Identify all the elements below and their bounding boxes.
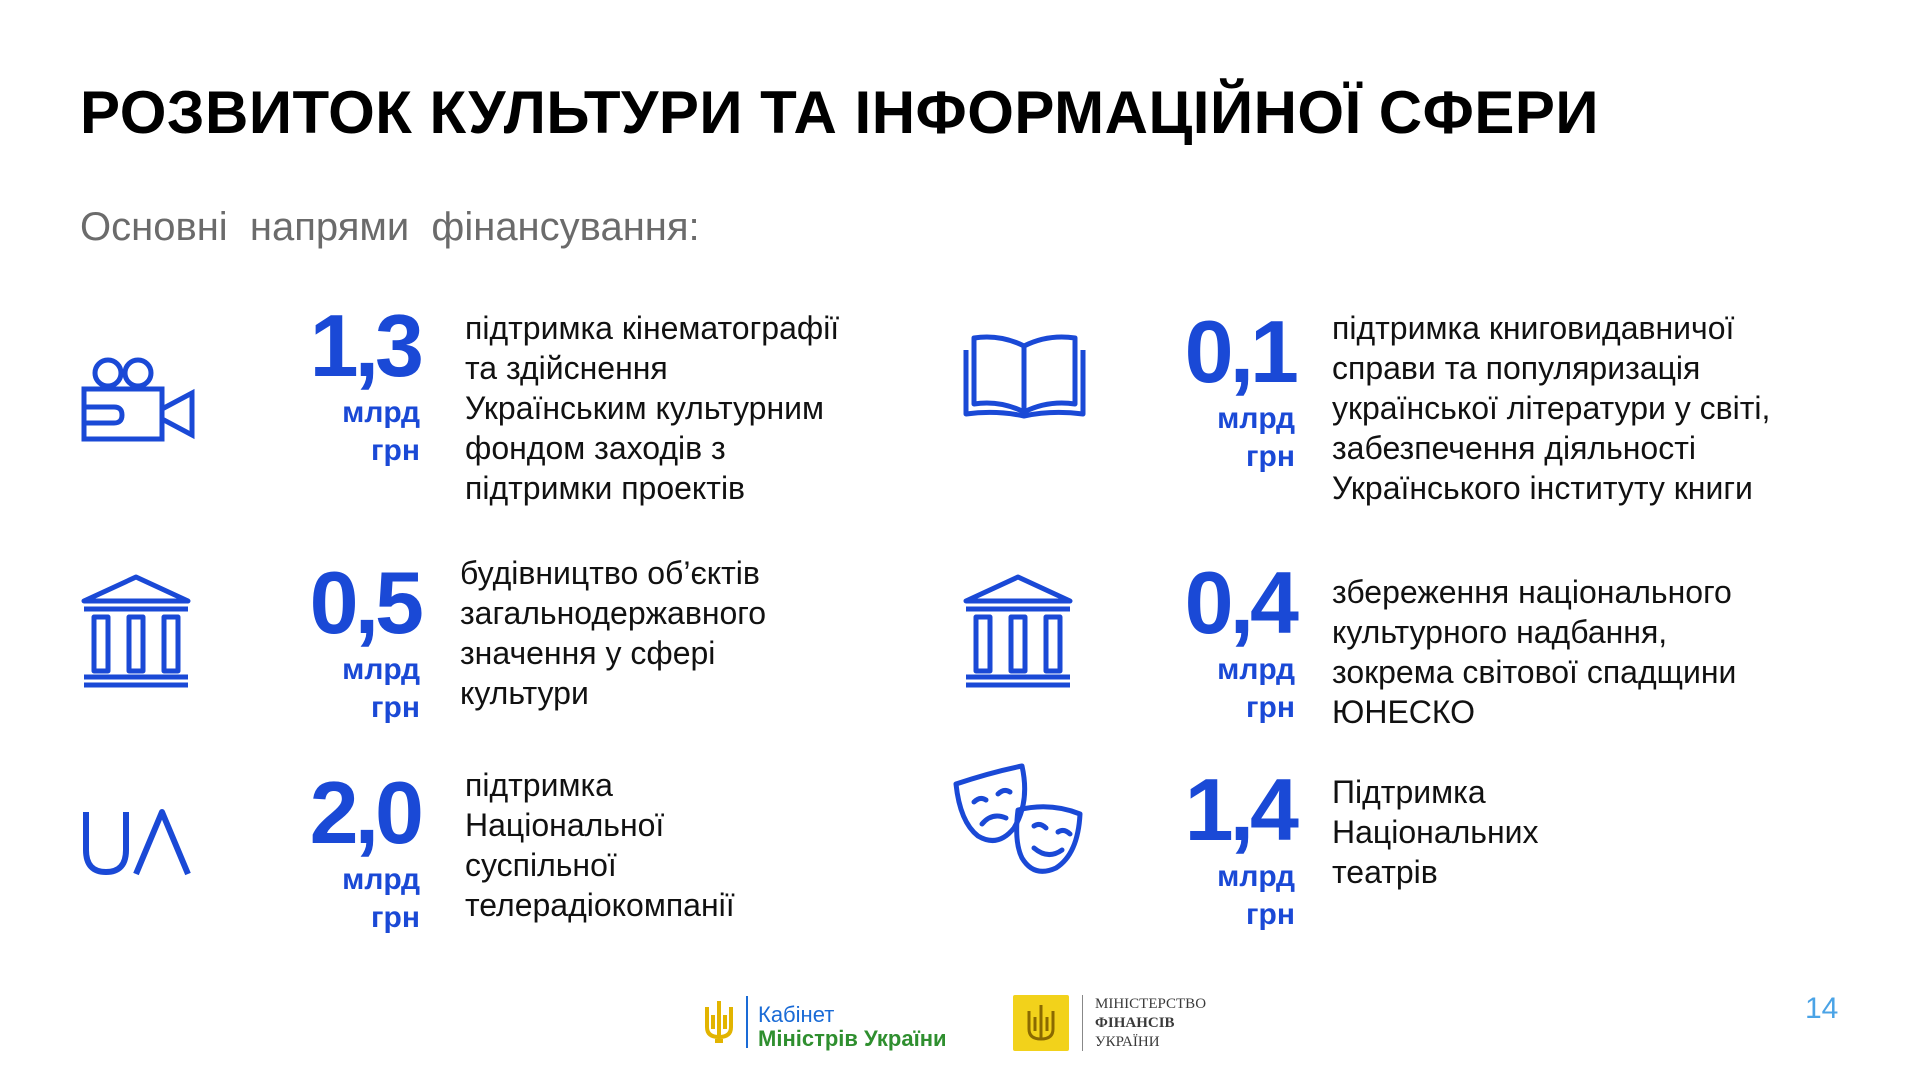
open-book-icon	[962, 330, 1087, 425]
item-description: збереження національного культурного надбання, зокрема світової спадщини ЮНЕСКО	[1332, 574, 1737, 730]
amount-unit: грн	[1246, 440, 1295, 473]
amount-value: 1,4	[1184, 760, 1295, 859]
trident-icon	[1013, 995, 1069, 1051]
amount-unit: млрд	[1217, 860, 1295, 893]
amount-unit: грн	[1246, 691, 1295, 724]
item-description: підтримка Національної суспільної телерадіокомпанії	[465, 767, 735, 923]
ministry-logo	[1013, 995, 1069, 1051]
ministry-name	[1095, 995, 1206, 1052]
amount-cinema	[230, 298, 420, 470]
ministry-line2: ФІНАНСІВ	[1095, 1015, 1175, 1031]
item-description: Підтримка Національних театрів	[1332, 774, 1539, 890]
amount-construction	[230, 555, 420, 727]
page-subtitle: Основні напрями фінансування:	[80, 205, 700, 249]
amount-value: 1,3	[309, 296, 420, 395]
page-number: 14	[1805, 992, 1839, 1025]
amount-heritage	[1105, 555, 1295, 727]
cabinet-logo	[702, 997, 736, 1052]
item-description: будівництво об’єктів загальнодержавного значення у сфері культури	[460, 555, 767, 711]
film-camera-icon	[80, 355, 200, 450]
theatre-masks-icon	[952, 762, 1087, 882]
amount-unit: млрд	[342, 396, 420, 429]
item-description: підтримка книговидавничої справи та популяризація української літератури у світі, забезпечення діяльності Українського інституту книги	[1332, 310, 1771, 506]
ua-logo-icon	[80, 808, 200, 883]
building-columns-icon	[80, 573, 192, 693]
footer-divider	[746, 996, 748, 1048]
item-description: підтримка кінематографії та здійснення Українським культурним фондом заходів з підтримки проектів	[465, 310, 840, 506]
amount-value: 0,5	[309, 553, 420, 652]
ministry-line1: МІНІСТЕРСТВО	[1095, 996, 1207, 1012]
amount-unit: млрд	[1217, 402, 1295, 435]
amount-unit: млрд	[1217, 653, 1295, 686]
amount-theatres	[1105, 762, 1295, 934]
cabinet-line2: Міністрів України	[758, 1026, 947, 1051]
amount-broadcaster	[230, 765, 420, 937]
amount-unit: млрд	[342, 863, 420, 896]
amount-unit: грн	[1246, 898, 1295, 931]
amount-value: 2,0	[309, 763, 420, 862]
amount-unit: млрд	[342, 653, 420, 686]
building-columns-icon	[962, 573, 1074, 693]
page-title: РОЗВИТОК КУЛЬТУРИ ТА ІНФОРМАЦІЙНОЇ СФЕРИ	[80, 79, 1600, 146]
trident-icon	[702, 997, 736, 1047]
amount-unit: грн	[371, 434, 420, 467]
ministry-line3: УКРАЇНИ	[1095, 1034, 1160, 1050]
cabinet-line1: Кабінет	[758, 1002, 835, 1027]
amount-unit: грн	[371, 901, 420, 934]
amount-unit: грн	[371, 691, 420, 724]
amount-value: 0,1	[1184, 302, 1295, 401]
amount-books	[1105, 304, 1295, 476]
amount-value: 0,4	[1184, 553, 1295, 652]
footer-divider	[1082, 995, 1083, 1051]
cabinet-name	[758, 1003, 947, 1051]
